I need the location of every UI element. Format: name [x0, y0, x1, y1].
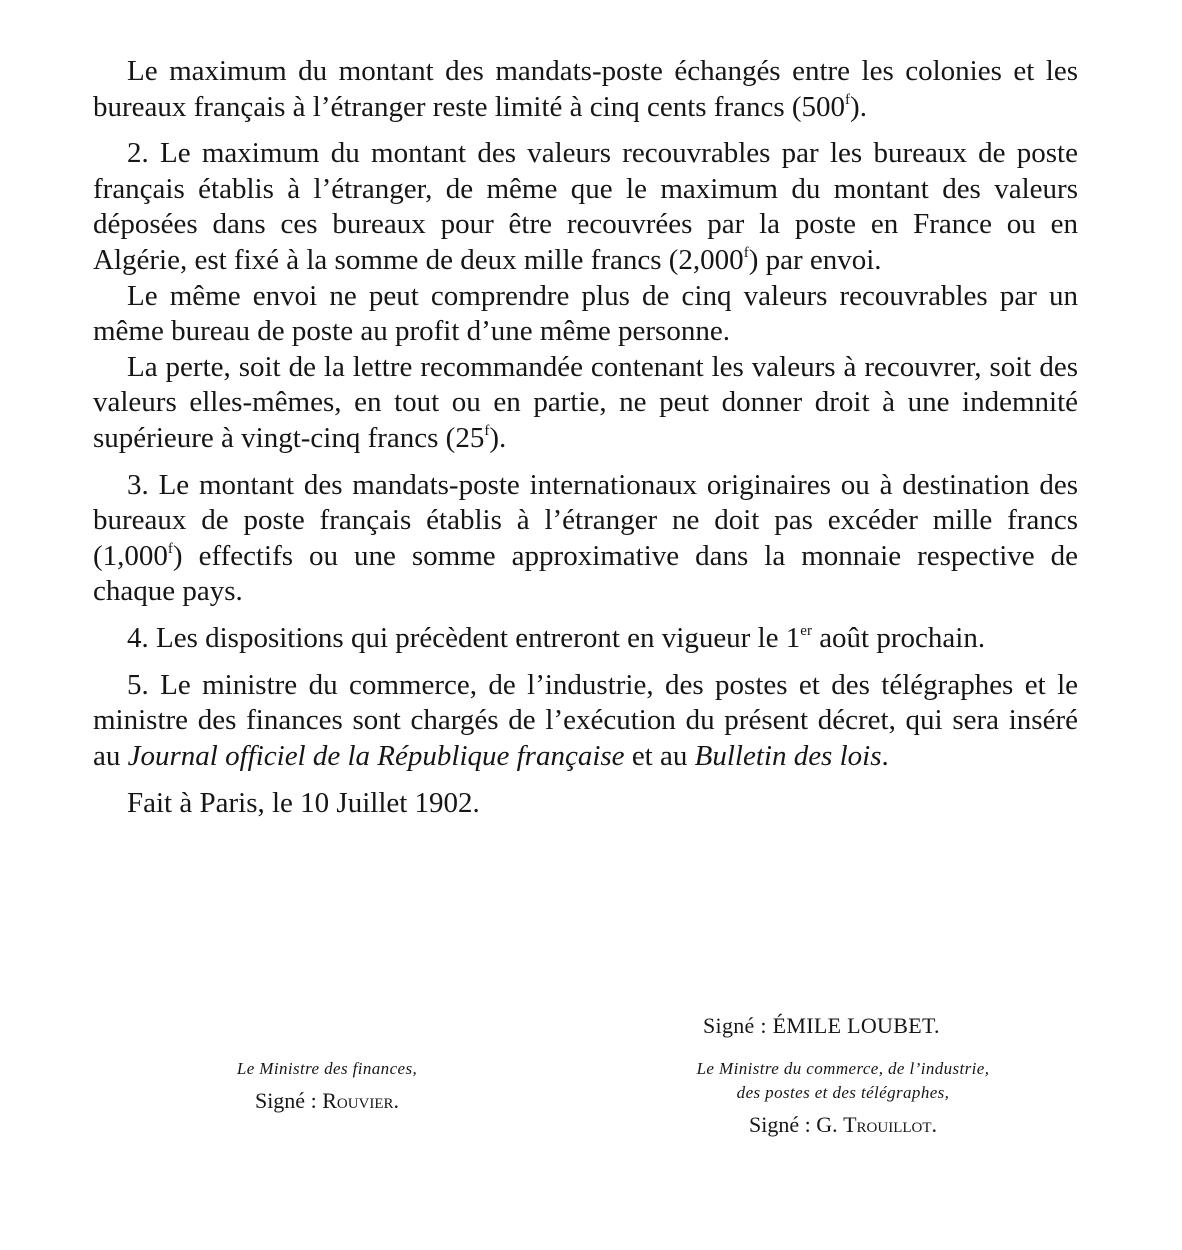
- commerce-minister-signed: Signé : G. Trouillot.: [748, 1112, 938, 1137]
- finance-minister-title: Le Ministre des finances,: [236, 1059, 418, 1078]
- commerce-minister-title-1: Le Ministre du commerce, de l’industrie,: [696, 1059, 990, 1078]
- paragraph-colonies-limit: Le maximum du montant des mandats-poste échangés entre les colonies et les bureaux français à l’étranger reste limité à cinq cents francs (500$^f$).: [93, 55, 1078, 123]
- paragraph-same-envoi: Le même envoi ne peut comprendre plus de cinq valeurs recouvrables par un même bureau de poste au profit d’une même personne.: [93, 279, 1078, 348]
- article-5: 5. Le ministre du commerce, de l’industrie, des postes et des télégraphes et le ministre des finances sont chargés de l’exécution du présent décret, qui sera inséré au Journal officiel de la République française et au Bulletin des lois.: [93, 668, 1078, 772]
- commerce-minister-signature: [633, 1057, 1053, 1139]
- article-3: 3. Le montant des mandats-poste internationaux originaires ou à destination des bureaux de poste français établis à l’étranger ne doit pas excéder mille francs (1,000$^f$) effectifs ou une somme approximative dans la monnaie respective de chaque pays.: [93, 468, 1078, 608]
- paragraph-perte: La perte, soit de la lettre recommandée contenant les valeurs à recouvrer, soit des valeurs elles-mêmes, en tout ou en partie, ne peut donner droit à une indemnité supérieure à vingt-cinq francs (25$^f$).: [93, 350, 1078, 454]
- date-place-line: Fait à Paris, le 10 Juillet 1902.: [127, 787, 480, 820]
- president-signature: Signé : ÉMILE LOUBET.: [703, 1013, 940, 1038]
- article-2: 2. Le maximum du montant des valeurs recouvrables par les bureaux de poste français établis à l’étranger, de même que le maximum du montant des valeurs déposées dans ces bureaux pour être recouvrées par la poste en France ou en Algérie, est fixé à la somme de deux mille francs (2,000$^f$) par envoi.: [93, 137, 1078, 276]
- finance-minister-signed: Signé : Rouvier.: [254, 1088, 400, 1113]
- journal-officiel-title: Journal officiel de la République française: [127, 739, 625, 772]
- commerce-minister-name: Trouillot.: [843, 1112, 938, 1137]
- finance-minister-name: Rouvier.: [322, 1088, 400, 1113]
- finance-minister-signature: [186, 1057, 468, 1115]
- article-4: 4. Les dispositions qui précèdent entreront en vigueur le 1er août prochain.: [127, 621, 986, 654]
- bulletin-des-lois-title: Bulletin des lois: [694, 739, 882, 772]
- decree-text: [93, 54, 1078, 822]
- commerce-minister-title-2: des postes et des télégraphes,: [736, 1083, 950, 1102]
